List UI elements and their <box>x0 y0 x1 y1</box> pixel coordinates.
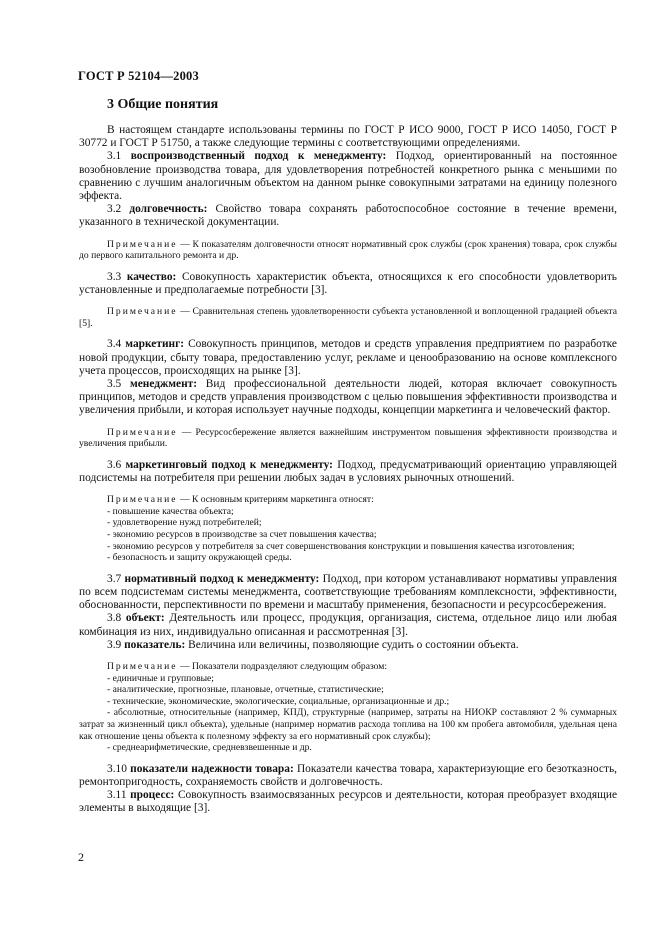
note-3-5: Примечание — Ресурсосбережение является важнейшим инструментом повышения эффективности производства и увеличения прибыли. <box>79 426 618 450</box>
list-item: - повышение качества объекта; <box>107 505 234 517</box>
list-item: - единичные и групповые; <box>107 672 214 684</box>
term-3-6: 3.6 маркетинговый подход к менеджменту: Подход, предусматривающий ориентацию управляющей подсистемы на потребителя при решении любых задач в условиях рыночных отношений. <box>79 458 617 485</box>
page-number: 2 <box>78 850 84 864</box>
term-3-9: 3.9 показатель: Величина или величины, позволяющие судить о состоянии объекта. <box>107 638 519 651</box>
note-3-6: Примечание — К основным критериям маркетинга относят: - повышение качества объекта; - удовлетворение нужд потребителей; - экономию ресурсов в производстве за счет повышения качества; - экономию ресурсов у потребителя за счет совершенствования конструкции и повышения качества изготовления; - безопасность и защиту окружающей среды. <box>79 494 617 564</box>
term-3-11: 3.11 процесс: Совокупность взаимосвязанных ресурсов и деятельности, которая преобразует входящие элементы в выходящие [3]. <box>79 789 617 815</box>
term-3-10: 3.10 показатели надежности товара: Показатели качества товара, характеризующие его безотказность, ремонтопригодность, сохраняемость свойств и долговечность. <box>79 762 617 788</box>
note-3-6-list <box>79 506 617 564</box>
term-3-4: 3.4 маркетинг: Совокупность принципов, методов и средств управления предприятием по разработке новой продукции, сбыту товара, предоставлению услуг, рекламе и ценообразованию на основе комплексного учета процессов, происходящих на рынке [3]. <box>79 338 617 377</box>
term-3-5: 3.5 менеджмент: Вид профессиональной деятельности людей, которая включает совокупность принципов, методов и средств управления производством с целью повышения эффективности производства и увеличения прибыли, и которая использует научные подходы, концепции маркетинга и человеческий фактор. <box>79 378 617 417</box>
term-3-1: 3.1 воспроизводственный подход к менеджменту: Подход, ориентированный на постоянное возобновление производства товара, для удовлетворения потребностей конкретного рынка с меньшими по сравнению с лучшим аналогичным объектом на данном рынке совокупными затратами на единицу полезного эффекта. <box>79 150 618 203</box>
note-3-2: Примечание — К показателям долговечности относят нормативный срок службы (срок хранения) товара, срок службы до первого капитального ремонта и др. <box>79 238 617 262</box>
document-header: ГОСТ Р 52104—2003 <box>78 69 199 83</box>
term-3-8: 3.8 объект: Деятельность или процесс, продукция, организация, система, отдельное лицо или любая комбинация из них, индивидуально описанная и рассмотренная [3]. <box>79 612 617 638</box>
list-item: - технические, экономические, экологические, социальные, организационные и др.; <box>107 695 450 707</box>
note-3-9-list <box>79 673 617 754</box>
list-item: - экономию ресурсов у потребителя за счет совершенствования конструкции и повышения качества изготовления; <box>107 540 575 552</box>
term-3-7: 3.7 нормативный подход к менеджменту: Подход, при котором устанавливают нормативы управления по всем подсистемам системы менеджмента, соответствующие требованиям комплексности, эффективности, обоснованности, перспективности по времени и масштабу применения, безопасности и ресурсосбережения. <box>79 572 617 612</box>
list-item: - экономию ресурсов в производстве за счет повышения качества; <box>107 529 377 540</box>
list-item: - аналитические, прогнозные, плановые, отчетные, статистические; <box>107 684 384 696</box>
list-item: - удовлетворение нужд потребителей; <box>107 517 262 529</box>
note-3-3: Примечание — Сравнительная степень удовлетворенности субъекта установленной и воплощенной градацией объекта [5]. <box>79 306 618 329</box>
section-heading: 3 Общие понятия <box>107 97 219 112</box>
document-body <box>79 124 617 816</box>
term-3-2: 3.2 долговечность: Свойство товара сохранять работоспособное состояние в течение времени, указанного в технической документации. <box>79 203 617 229</box>
term-3-3: 3.3 качество: Совокупность характеристик объекта, относящихся к его способности удовлетворить установленные и предполагаемые потребности [3]. <box>79 270 617 297</box>
list-item: - среднеарифметические, средневзвешенные и др. <box>107 742 312 754</box>
list-item: - безопасность и защиту окружающей среды. <box>107 552 292 564</box>
list-item: - абсолютные, относительные (например, КПД), структурные (например, затраты на НИОКР составляют 2 % суммарных затрат за жизненный цикл объекта), удельные (например норматив расхода топлива на 100 км пробега автомобиля, удельная цена как отношение цены объекта к полезному эффекту за его нормативный срок службы); <box>79 707 617 742</box>
note-3-9: Примечание — Показатели подразделяют следующим образом: - единичные и групповые; - аналитические, прогнозные, плановые, отчетные, статистические; - технические, экономические, экологические, социальные, организационные и др.; - абсолютные, относительные (например, КПД), структурные (например, затраты на НИОКР составляют 2 % суммарных затрат за жизненный цикл объекта), удельные (например норматив расхода топлива на 100 км пробега автомобиля, удельная цена как отношение цены объекта к полезному эффекту за его нормативный срок службы); - среднеарифметические, средневзвешенные и др. <box>79 661 617 754</box>
intro-paragraph: В настоящем стандарте использованы термины по ГОСТ Р ИСО 9000, ГОСТ Р ИСО 14050, ГОСТ Р 30772 и ГОСТ Р 51750, а также следующие термины с соответствующими определениями. <box>79 124 617 150</box>
